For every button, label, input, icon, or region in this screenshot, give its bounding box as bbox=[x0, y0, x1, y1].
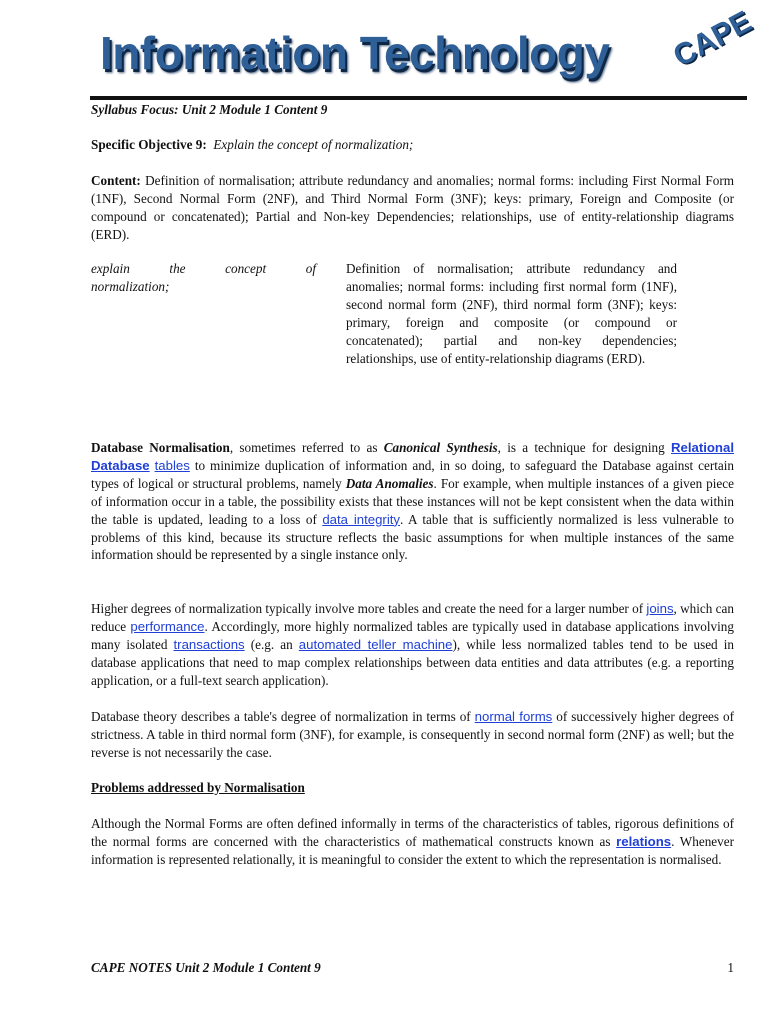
text: Although the Normal Forms are often defined informally in terms of the characteristics of tables, rigorous definitions of the normal forms are concerned with the characteristics of mathematical constructs known as bbox=[91, 816, 734, 849]
link-joins[interactable]: joins bbox=[646, 601, 674, 616]
text: , which can reduce bbox=[91, 601, 734, 634]
text: of successively higher degrees of strictness. A table in third normal form (3NF), for example, is consequently in second normal form (2NF) as well; but the reverse is not necessarily the case. bbox=[91, 709, 734, 760]
cape-logo: CAPE bbox=[668, 4, 758, 74]
content-label: Content: bbox=[91, 173, 141, 188]
text: . For example, when multiple instances of a given piece of information occur in a table, the possibility exists that these instances will not be kept consistent when the data within the table is updated, leading to a loss of bbox=[91, 475, 734, 527]
objective-table-left bbox=[91, 260, 316, 296]
link-relational-database[interactable]: Relational Database bbox=[91, 440, 734, 473]
text: , sometimes referred to as bbox=[229, 440, 384, 455]
term-database-normalisation: Database Normalisation bbox=[91, 440, 230, 455]
table-left-line1: explain the concept of bbox=[91, 261, 316, 276]
paragraph-normal-forms bbox=[91, 815, 734, 869]
text: Database theory describes a table's degree of normalization in terms of bbox=[91, 709, 475, 724]
text: . Accordingly, more highly normalized tables are typically used in database applications involving many isolated bbox=[91, 618, 734, 652]
paragraph-higher-degrees bbox=[91, 600, 734, 690]
text: Higher degrees of normalization typically involve more tables and create the need for a larger number of bbox=[91, 601, 647, 616]
header-divider bbox=[90, 96, 747, 100]
specific-objective bbox=[91, 136, 734, 154]
link-relations[interactable]: relations bbox=[616, 833, 672, 849]
page-header bbox=[0, 0, 768, 100]
objective-table-right: Definition of normalisation; attribute redundancy and anomalies; normal forms: including first normal form (1NF), second normal form (2NF), third normal form (3NF); keys: primary, foreign and composite (or compound or concatenated); partial and non-key dependencies; relationships, use of entity-relationship diagrams (ERD). bbox=[346, 261, 677, 366]
section-heading bbox=[91, 779, 734, 797]
objective-text: Explain the concept of normalization; bbox=[213, 137, 414, 152]
section-heading-text: Problems addressed by Normalisation bbox=[91, 780, 305, 795]
link-performance[interactable]: performance bbox=[130, 618, 205, 634]
text: . A table that is sufficiently normalized is less vulnerable to problems of this kind, because its structure reflects the basic assumptions for when multiple instances of the same information should be represented by a single instance only. bbox=[91, 511, 734, 563]
text: . Whenever information is represented relationally, it is meaningful to consider the extent to which the representation is normalised. bbox=[91, 833, 734, 867]
text: to minimize duplication of information and, in so doing, to safeguard the Database against certain types of logical or structural problems, namely bbox=[91, 457, 734, 491]
paragraph-database-theory bbox=[91, 708, 734, 762]
term-canonical-synthesis: Canonical Synthesis bbox=[383, 440, 498, 455]
paragraph-normalisation bbox=[91, 439, 734, 564]
link-automated-teller-machine[interactable]: automated teller machine bbox=[298, 636, 453, 652]
table-left-line2: normalization; bbox=[91, 278, 170, 294]
content-text: Definition of normalisation; attribute redundancy and anomalies; normal forms: including First Normal Form (1NF), Second Normal Form (2NF), and Third Normal Form (3NF); keys: primary, Foreign and Composite (or compound or concatenated); Partial and Non-key Dependencies; relationships, use of entity-relationship diagrams (ERD). bbox=[91, 173, 734, 242]
term-data-anomalies: Data Anomalies bbox=[345, 475, 434, 491]
link-tables[interactable]: tables bbox=[154, 457, 190, 473]
text: (e.g. an bbox=[244, 636, 299, 652]
link-normal-forms[interactable]: normal forms bbox=[474, 709, 553, 724]
document-title: Information Technology bbox=[100, 27, 610, 79]
text: , is a technique for designing bbox=[497, 440, 671, 455]
content-paragraph bbox=[91, 172, 734, 244]
objective-label: Specific Objective 9: bbox=[91, 137, 207, 152]
link-data-integrity[interactable]: data integrity bbox=[322, 511, 401, 527]
syllabus-focus: Syllabus Focus: Unit 2 Module 1 Content 9 bbox=[91, 102, 328, 117]
text: ), while less normalized tables tend to be used in database applications that need to map complex relationships between data entities and data attributes (e.g. a reporting application, or a full-text search application). bbox=[91, 636, 734, 688]
footer-title: CAPE NOTES Unit 2 Module 1 Content 9 bbox=[91, 960, 321, 975]
page-number: 1 bbox=[727, 960, 734, 975]
link-transactions[interactable]: transactions bbox=[173, 636, 245, 652]
